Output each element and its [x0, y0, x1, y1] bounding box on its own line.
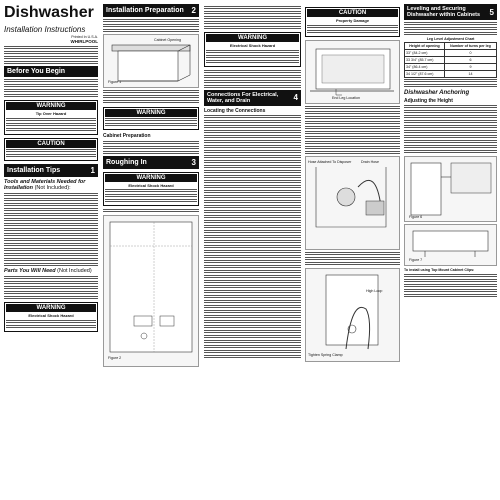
column-2 [103, 4, 199, 369]
figure-3-end-leg: End Leg Location [305, 40, 400, 104]
shock-warning-1: WARNING Electrical Shock Hazard [4, 302, 98, 332]
column-5 [404, 4, 497, 299]
connections-header: Connections For Electrical, Water, and Drain 4 [204, 90, 301, 106]
anchoring-heading: Dishwasher Anchoring [404, 89, 470, 96]
brand-logo: WHIRLPOOL [70, 39, 98, 45]
install-top-clips-label: To install using Top Mount Cabinet Clips: [404, 267, 475, 272]
leg-chart-heading: Leg Level Adjustment Chart [426, 36, 475, 41]
locating-heading: Locating the Connections [204, 107, 266, 114]
parts-heading: Parts You Will Need [4, 268, 56, 275]
column-3 [204, 4, 301, 360]
part-number: Printed In U.S.A. [71, 35, 98, 39]
shock-warning-4: WARNING Electrical Shock Hazard [204, 32, 301, 67]
shock-warning-3: WARNING Electrical Shock Hazard [103, 172, 199, 207]
tools-heading: Tools and Materials Needed for Installation [4, 179, 86, 192]
figure-5-high-loop: Tighten Spring Clamp High Loop [305, 268, 400, 362]
caution-warning: CAUTION [4, 138, 98, 162]
doc-title: Dishwasher [4, 4, 94, 21]
adjusting-heading: Adjusting the Height [404, 97, 453, 104]
figure-1-cabinet-opening: Cabinet Opening Figure 1 [103, 34, 199, 88]
figure-4-drain-hose: Hose Attached To Disposer Drain Hose [305, 156, 400, 250]
cabinet-prep-heading: Cabinet Preparation [103, 133, 151, 139]
roughing-header: Roughing In 3 [103, 156, 199, 169]
before-you-begin-header: Before You Begin [4, 66, 98, 77]
shock-warning-2: WARNING [103, 107, 199, 131]
leg-level-table: Height of opening Number of turns per leg 33" (84.2 cm) 0 33 3/4" (85.7 cm) 6 34" (86.4 cm) 9 34 1/2" (87.6 cm) 14 [404, 42, 497, 78]
installation-tips-header: Installation Tips 1 [4, 164, 98, 177]
figure-6-side-clips: Figure 6 [404, 156, 497, 222]
figure-2-roughing-in: Figure 2 [103, 215, 199, 367]
column-1: Dishwasher Installation Instructions Printed In U.S.A. WHIRLPOOL Before You Begin WARNING Tip Over Hazard CAUTION Installation Tips 1 Tools and Materials Needed for Installation (Not Included): Parts You Will Need (Not Included) WARNING Electrical Shock Hazard [4, 4, 98, 335]
prep-header: Installation Preparation 2 [103, 4, 199, 17]
property-caution: CAUTION Property Damage [305, 7, 400, 37]
doc-subtitle: Installation Instructions [4, 25, 86, 34]
figure-7-top-clips: Figure 7 [404, 224, 497, 266]
tip-over-warning: WARNING Tip Over Hazard [4, 100, 98, 135]
column-4 [305, 4, 400, 364]
leveling-header: Leveling and Securing Dishwasher within Cabinets 5 [404, 4, 497, 20]
